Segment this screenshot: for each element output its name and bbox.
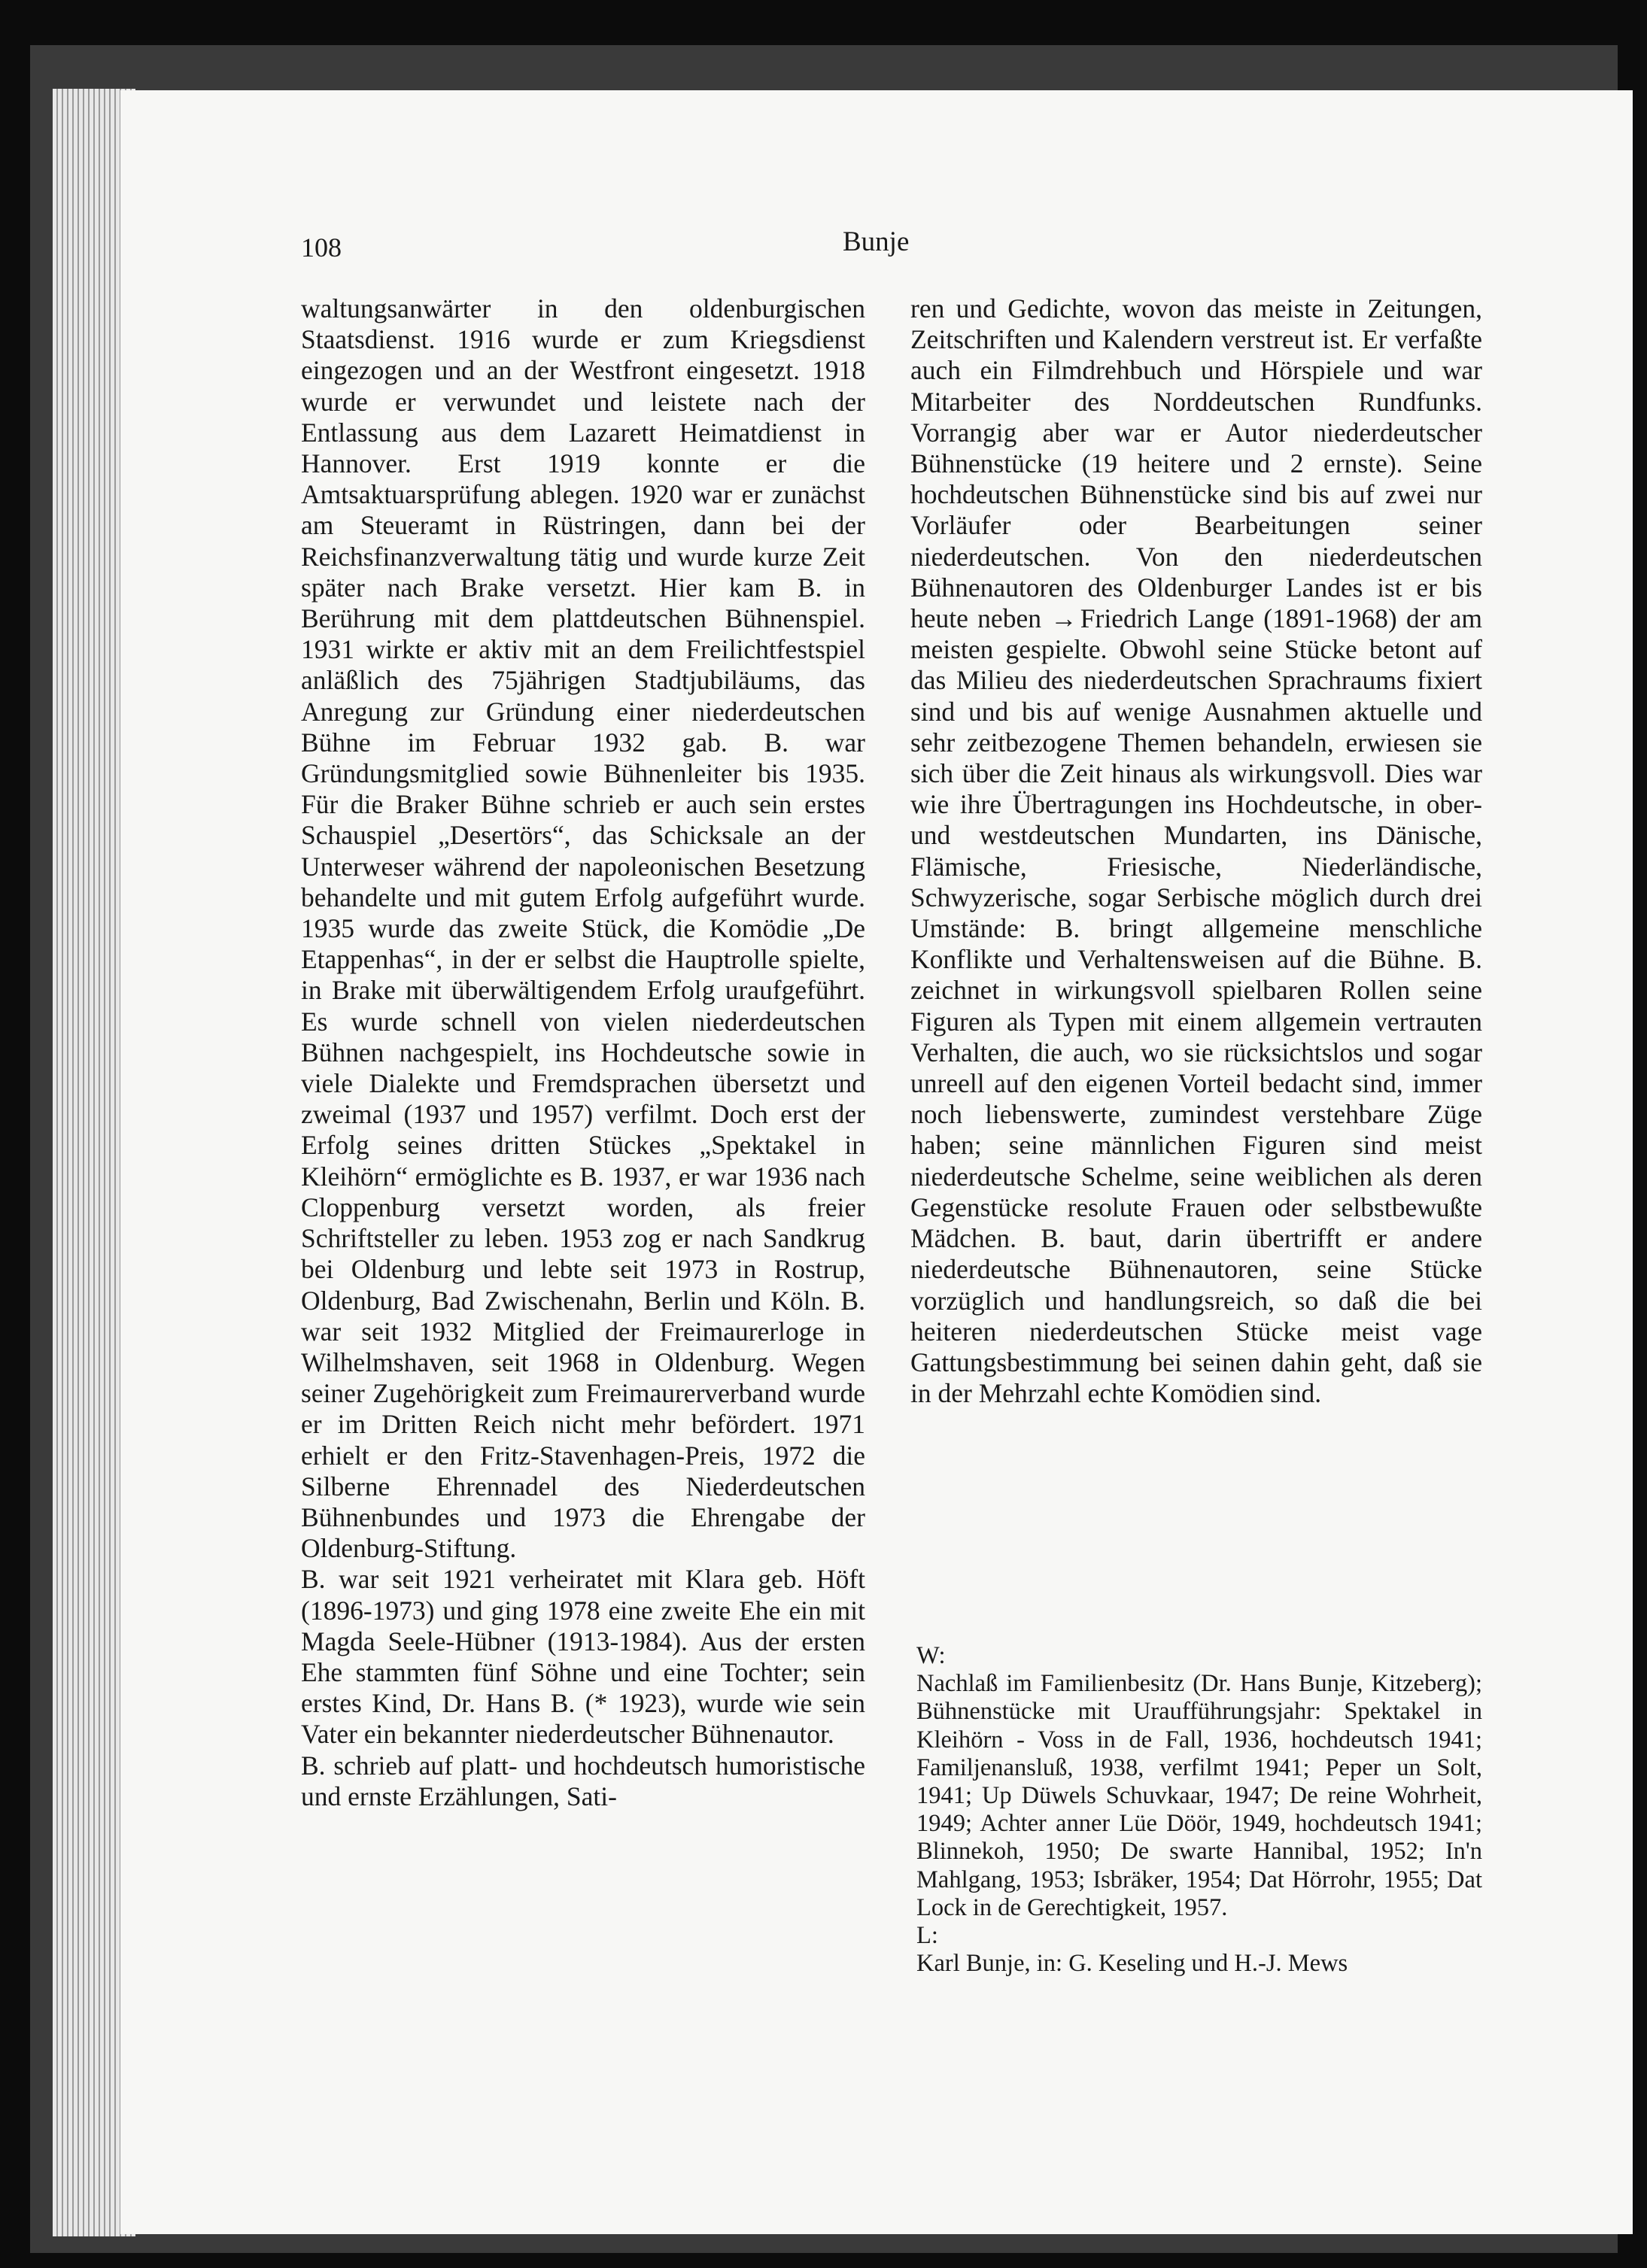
page-number: 108 [301, 232, 342, 263]
literature-label: L: [916, 1922, 938, 1950]
assessment-text-a: ren und Gedichte, wovon das meiste in Zeitungen, Zeitschriften und Kalendern verstreut ist. Er verfaßte auch ein Filmdrehbuch und Hörspiele und war Mitarbeiter des Norddeutschen Rundfunks. Vorrangig aber war er Autor niederdeutscher Bühnenstücke (19 heitere und 2 ernste). Seine hochdeutschen Bühnenstücke sind bis auf zwei nur Vorläufer oder Bearbeitungen seiner niederdeutschen. Von den niederdeutschen Bühnenautoren des Oldenburger Landes ist er bis heute neben [910, 293, 1482, 634]
family-paragraph: B. war seit 1921 verheiratet mit Klara geb. Höft (1896-1973) und ging 1978 eine zweite Ehe ein mit Magda Seele-Hübner (1913-1984). Aus der ersten Ehe stammten fünf Söhne und eine Tochter; sein erstes Kind, Dr. Hans B. (* 1923), wurde wie sein Vater ein bekannter niederdeutscher Bühnenautor. [301, 1564, 865, 1750]
right-column [910, 293, 1482, 1409]
arrow-right-icon: → [1050, 603, 1077, 634]
assessment-paragraph [910, 293, 1482, 1409]
left-column [301, 293, 865, 1812]
works-label: W: [916, 1642, 946, 1669]
biography-paragraph: waltungsanwärter in den oldenburgischen Staatsdienst. 1916 wurde er zum Kriegsdienst eingezogen und an der Westfront eingesetzt. 1918 wurde er verwundet und leistete nach der Entlassung aus dem Lazarett Heimatdienst in Hannover. Erst 1919 konnte er die Amtsaktuarsprüfung ablegen. 1920 war er zunächst am Steueramt in Rüstringen, dann bei der Reichsfinanzverwaltung tätig und wurde kurze Zeit später nach Brake versetzt. Hier kam B. in Berührung mit dem plattdeutschen Bühnenspiel. 1931 wirkte er aktiv mit an dem Freilichtfestspiel anläßlich des 75jährigen Stadtjubiläums, das Anregung zur Gründung einer niederdeutschen Bühne im Februar 1932 gab. B. war Gründungsmitglied sowie Bühnenleiter bis 1935. Für die Braker Bühne schrieb er auch sein erstes Schauspiel „Desertörs“, das Schicksale an der Unterweser während der napoleonischen Besetzung behandelte und mit gutem Erfolg aufgeführt wurde. 1935 wurde das zweite Stück, die Komödie „De Etappenhas“, in der er selbst die Hauptrolle spielte, in Brake mit überwältigendem Erfolg uraufgeführt. Es wurde schnell von vielen niederdeutschen Bühnen nachgespielt, ins Hochdeutsche sowie in viele Dialekte und Fremdsprachen übersetzt und zweimal (1937 und 1957) verfilmt. Doch erst der Erfolg seines dritten Stückes „Spektakel in Kleihörn“ ermöglichte es B. 1937, er war 1936 nach Cloppenburg versetzt worden, als freier Schriftsteller zu leben. 1953 zog er nach Sandkrug bei Oldenburg und lebte seit 1973 in Rostrup, Oldenburg, Bad Zwischenahn, Berlin und Köln. B. war seit 1932 Mitglied der Freimaurerloge in Wilhelmshaven, seit 1968 in Oldenburg. Wegen seiner Zugehörigkeit zum Freimaurerverband wurde er im Dritten Reich nicht mehr befördert. 1971 erhielt er den Fritz-Stavenhagen-Preis, 1972 die Silberne Ehrennadel des Niederdeutschen Bühnenbundes und 1973 die Ehrengabe der Oldenburg-Stiftung. [301, 293, 865, 1564]
literature-list: Karl Bunje, in: G. Keseling und H.-J. Mews [916, 1950, 1348, 1978]
works-intro-paragraph: B. schrieb auf platt- und hochdeutsch humoristische und ernste Erzählungen, Sati- [301, 1750, 865, 1811]
bibliography [916, 1642, 1482, 1978]
running-title: Bunje [843, 226, 910, 257]
assessment-text-b: Friedrich Lange (1891-1968) der am meisten gespielte. Obwohl seine Stücke betont auf das Milieu des niederdeutschen Sprachraums fixiert sind und bis auf wenige Ausnahmen aktuelle und sehr zeitbezogene Themen behandeln, erwiesen sie sich über die Zeit hinaus als wirkungsvoll. Dies war wie ihre Übertragungen ins Hochdeutsche, in ober- und westdeutschen Mundarten, ins Dänische, Flämische, Friesische, Niederländische, Schwyzerische, sogar Serbische möglich durch drei Umstände: B. bringt allgemeine menschliche Konflikte und Verhaltensweisen auf die Bühne. B. zeichnet in wirkungsvoll spielbaren Rollen seine Figuren als Typen mit einem allgemein vertrauten Verhalten, die auch, wo sie rücksichtslos und sogar unreell auf den eigenen Vorteil bedacht sind, immer noch liebenswerte, zumindest verstehbare Züge haben; seine männlichen Figuren sind meist niederdeutsche Schelme, seine weiblichen als deren Gegenstücke resolute Frauen oder selbstbewußte Mädchen. B. baut, darin übertrifft er andere niederdeutsche Bühnenautoren, seine Stücke vorzüglich und handlungsreich, so daß die bei heiteren niederdeutschen Stücke meist vage Gattungsbestimmung bei seinen dahin geht, daß sie in der Mehrzahl echte Komödien sind. [910, 603, 1482, 1409]
works-list: Nachlaß im Familienbesitz (Dr. Hans Bunje, Kitzeberg); Bühnenstücke mit Uraufführungsjahr: Spektakel in Kleihörn - Voss in de Fall, 1936, hochdeutsch 1941; Familjenansluß, 1938, verfilmt 1941; Peper un Solt, 1941; Up Düwels Schuvkaar, 1947; De reine Wohrheit, 1949; Achter anner Lüe Döör, 1949, hochdeutsch 1941; Blinnekoh, 1950; De swarte Hannibal, 1952; In'n Mahlgang, 1953; Isbräker, 1954; Dat Hörrohr, 1955; Dat Lock in de Gerechtigkeit, 1957. [916, 1670, 1482, 1921]
